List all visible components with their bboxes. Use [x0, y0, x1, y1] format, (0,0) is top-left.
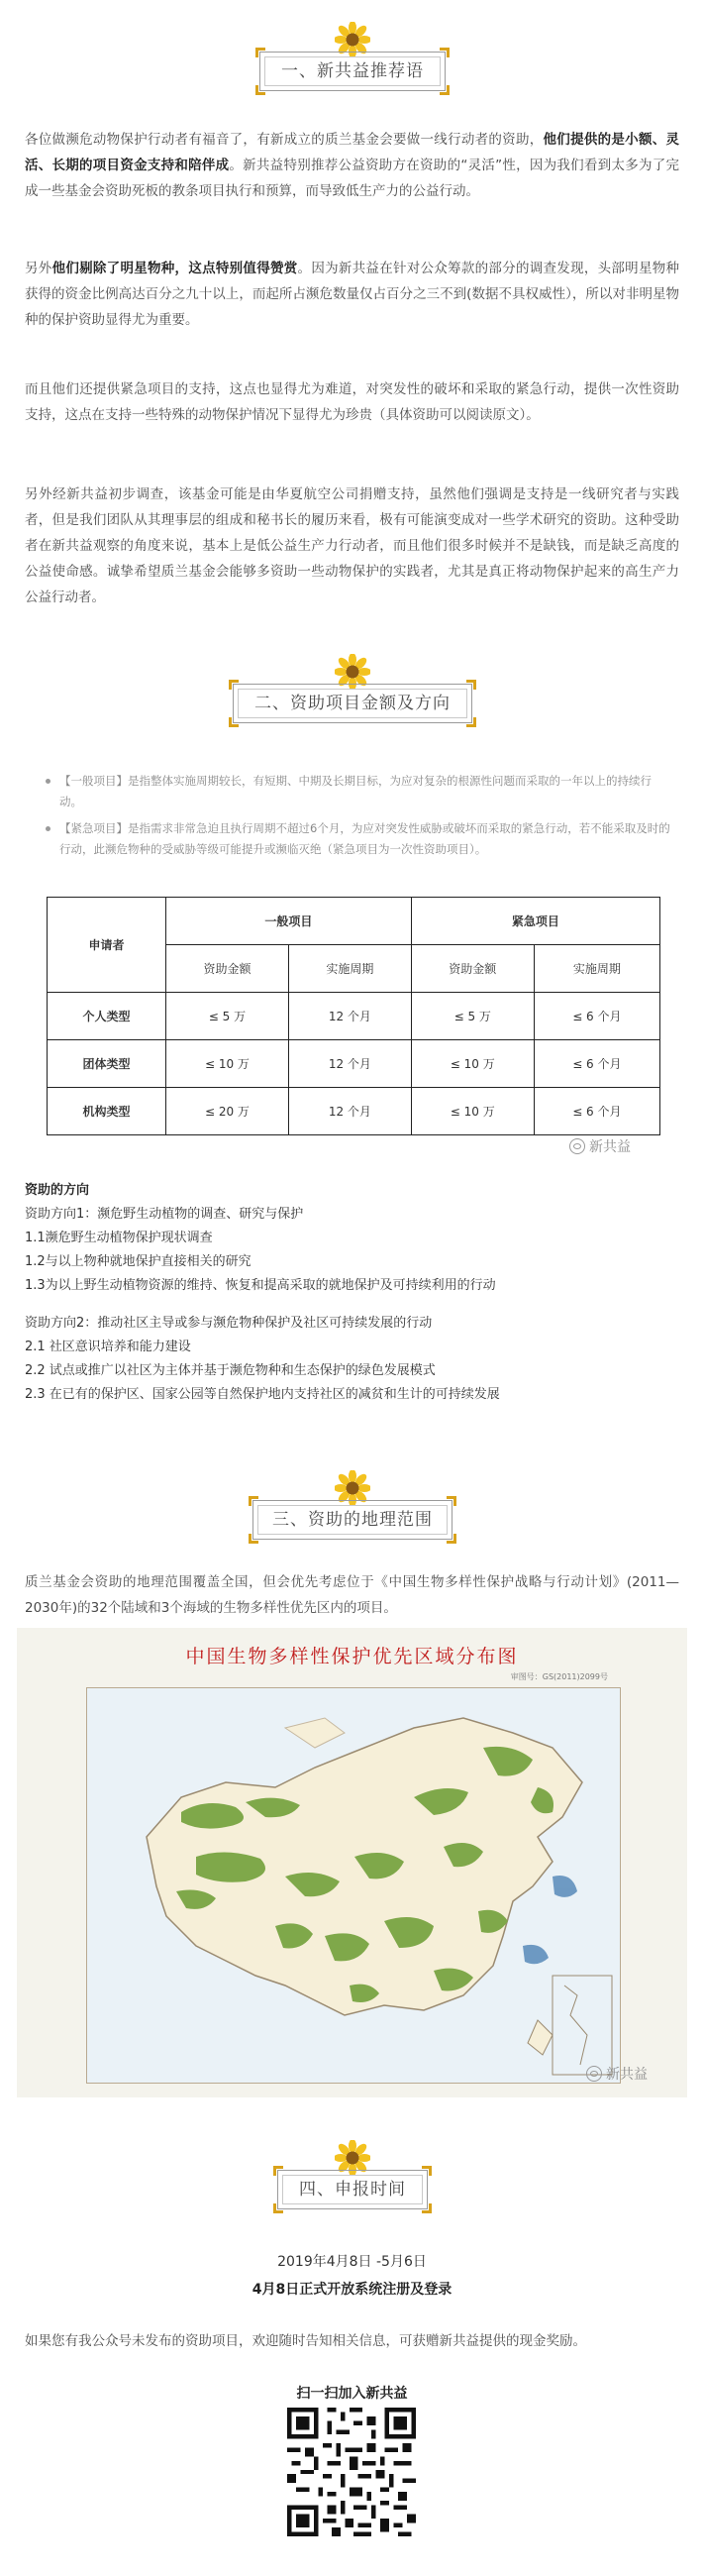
outro-paragraph: 如果您有我公众号未发布的资助项目，欢迎随时告知相关信息，可获赠新共益提供的现金奖励。 [25, 2333, 586, 2349]
cell: 12 个月 [288, 993, 411, 1040]
cell: ≤ 10 万 [166, 1040, 289, 1088]
direction-1-2: 1.2与以上物种就地保护直接相关的研究 [25, 1254, 251, 1269]
section-title-frame [252, 1500, 453, 1540]
row-type: 个人类型 [48, 993, 166, 1040]
direction-1-1: 1.1濒危野生动植物保护现状调查 [25, 1231, 213, 1245]
apply-dates: 2019年4月8日 -5月6日 [277, 2254, 427, 2270]
cell: ≤ 6 个月 [534, 993, 659, 1040]
cell: ≤ 6 个月 [534, 1088, 659, 1135]
intro-paragraph-3: 而且他们还提供紧急项目的支持，这点也显得尤为难道，对突发性的破坏和采取的紧急行动，提供一次性资助支持，这点在支持一些特殊的动物保护情况下显得尤为珍贵（具体资助可以阅读原文）。 [25, 381, 679, 423]
direction-2-2: 2.2 试点或推广以社区为主体并基于濒危物种和生态保护的绿色发展模式 [25, 1363, 436, 1378]
bullet-dot [46, 826, 50, 831]
cell: ≤ 6 个月 [534, 1040, 659, 1088]
watermark: 新共益 [569, 1136, 631, 1156]
cell: 12 个月 [288, 1088, 411, 1135]
china-map-graphic [87, 1688, 622, 2085]
cell: ≤ 10 万 [411, 1088, 534, 1135]
direction-2-1: 2.1 社区意识培养和能力建设 [25, 1340, 191, 1354]
watermark: 新共益 [586, 2064, 648, 2084]
geo-paragraph: 质兰基金会资助的地理范围覆盖全国，但会优先考虑位于《中国生物多样性保护战略与行动计划》(2011—2030年)的32个陆域和3个海域的生物多样性优先区内的项目。 [25, 1574, 679, 1616]
row-type: 机构类型 [48, 1088, 166, 1135]
section-header-2 [0, 654, 704, 753]
cell: ≤ 5 万 [166, 993, 289, 1040]
cell: ≤ 10 万 [411, 1040, 534, 1088]
section-title: 四、申报时间 [299, 2180, 406, 2200]
section-title-frame [259, 52, 446, 91]
bullet-dot [46, 779, 50, 784]
qr-code[interactable] [287, 2408, 416, 2536]
header-period: 实施周期 [288, 945, 411, 993]
directions-block [25, 1179, 679, 1407]
intro-paragraph-1: 各位做濒危动物保护行动者有福音了，有新成立的质兰基金会要做一线行动者的资助，他们提供的是小额、灵活、长期的项目资金支持和陪伴成。新共益特别推荐公益资助方在资助的“灵活”性，因为我们看到太多为了完成一些基金会资助死板的教条项目执行和预算，而导致低生产力的公益行动。 [25, 132, 680, 199]
section-title: 二、资助项目金额及方向 [254, 694, 451, 713]
map-frame [86, 1687, 621, 2084]
section-title: 一、新共益推荐语 [281, 61, 424, 81]
section-title: 三、资助的地理范围 [272, 1510, 433, 1530]
header-general: 一般项目 [166, 898, 412, 945]
cell: 12 个月 [288, 1040, 411, 1088]
intro-paragraph-4: 另外经新共益初步调查，该基金可能是由华夏航空公司捐赠支持，虽然他们强调是支持是一线研究者与实践者，但是我们团队从其理事层的组成和秘书长的履历来看，极有可能演变成对一些学术研究的资助。这种受助者在新共益观察的角度来说，基本上是低公益生产力行动者，而且他们很多时候并不是缺钱，而是缺乏高度的公益使命感。诚挚希望质兰基金会能够多资助一些动物保护的实践者，尤其是真正将动物保护起来的高生产力公益行动者。 [25, 486, 679, 605]
cell: ≤ 20 万 [166, 1088, 289, 1135]
header-period: 实施周期 [534, 945, 659, 993]
cell: ≤ 5 万 [411, 993, 534, 1040]
qr-label: 扫一扫加入新共益 [296, 2386, 408, 2402]
row-type: 团体类型 [48, 1040, 166, 1088]
header-amount: 资助金额 [166, 945, 289, 993]
table-row [48, 1088, 660, 1135]
apply-open: 4月8日正式开放系统注册及登录 [251, 2282, 453, 2298]
funding-table [47, 897, 660, 1135]
header-amount: 资助金额 [411, 945, 534, 993]
direction-1-3: 1.3为以上野生动植物资源的维持、恢复和提高采取的就地保护及可持续利用的行动 [25, 1278, 496, 1293]
section-header-4 [0, 2140, 704, 2239]
wechat-icon [569, 1138, 585, 1154]
section-title-frame [277, 2170, 428, 2209]
table-row [48, 1040, 660, 1088]
direction-2-3: 2.3 在已有的保护区、国家公园等自然保护地内支持社区的减贫和生计的可持续发展 [25, 1387, 500, 1402]
map-title: 中国生物多样性保护优先区域分布图 [185, 1646, 519, 1667]
section-title-frame [233, 684, 472, 723]
note-emergency-project: 【紧急项目】是指需求非常急迫且执行周期不超过6个月，为应对突发性威胁或破坏而采取的紧急行动，若不能采取及时的行动，此濒危物种的受威胁等级可能提升或濒临灭绝（紧急项目为一次性资助项目）。 [59, 818, 673, 860]
biodiversity-map [17, 1628, 687, 2097]
table-row [48, 993, 660, 1040]
header-emergency: 紧急项目 [411, 898, 659, 945]
direction-1: 资助方向1：濒危野生动植物的调查、研究与保护 [25, 1207, 304, 1222]
intro-paragraph-2: 另外他们剔除了明星物种，这点特别值得赞赏。因为新共益在针对公众筹款的部分的调查发现，头部明星物种获得的资金比例高达百分之九十以上，而起所占濒危数量仅占百分之三不到(数据不具权威性），所以对非明星物种的保护资助显得尤为重要。 [25, 261, 680, 328]
direction-2: 资助方向2：推动社区主导或参与濒危物种保护及社区可持续发展的行动 [25, 1316, 433, 1331]
header-applicant: 申请者 [48, 898, 166, 993]
map-note: 审图号：GS(2011)2099号 [510, 1672, 608, 1681]
note-general-project: 【一般项目】是指整体实施周期较长，有短期、中期及长期目标，为应对复杂的根源性问题而采取的一年以上的持续行动。 [59, 771, 673, 812]
section-header-3 [0, 1470, 704, 1569]
section-header-1 [0, 22, 704, 121]
wechat-icon [586, 2066, 602, 2082]
directions-title: 资助的方向 [25, 1183, 90, 1198]
